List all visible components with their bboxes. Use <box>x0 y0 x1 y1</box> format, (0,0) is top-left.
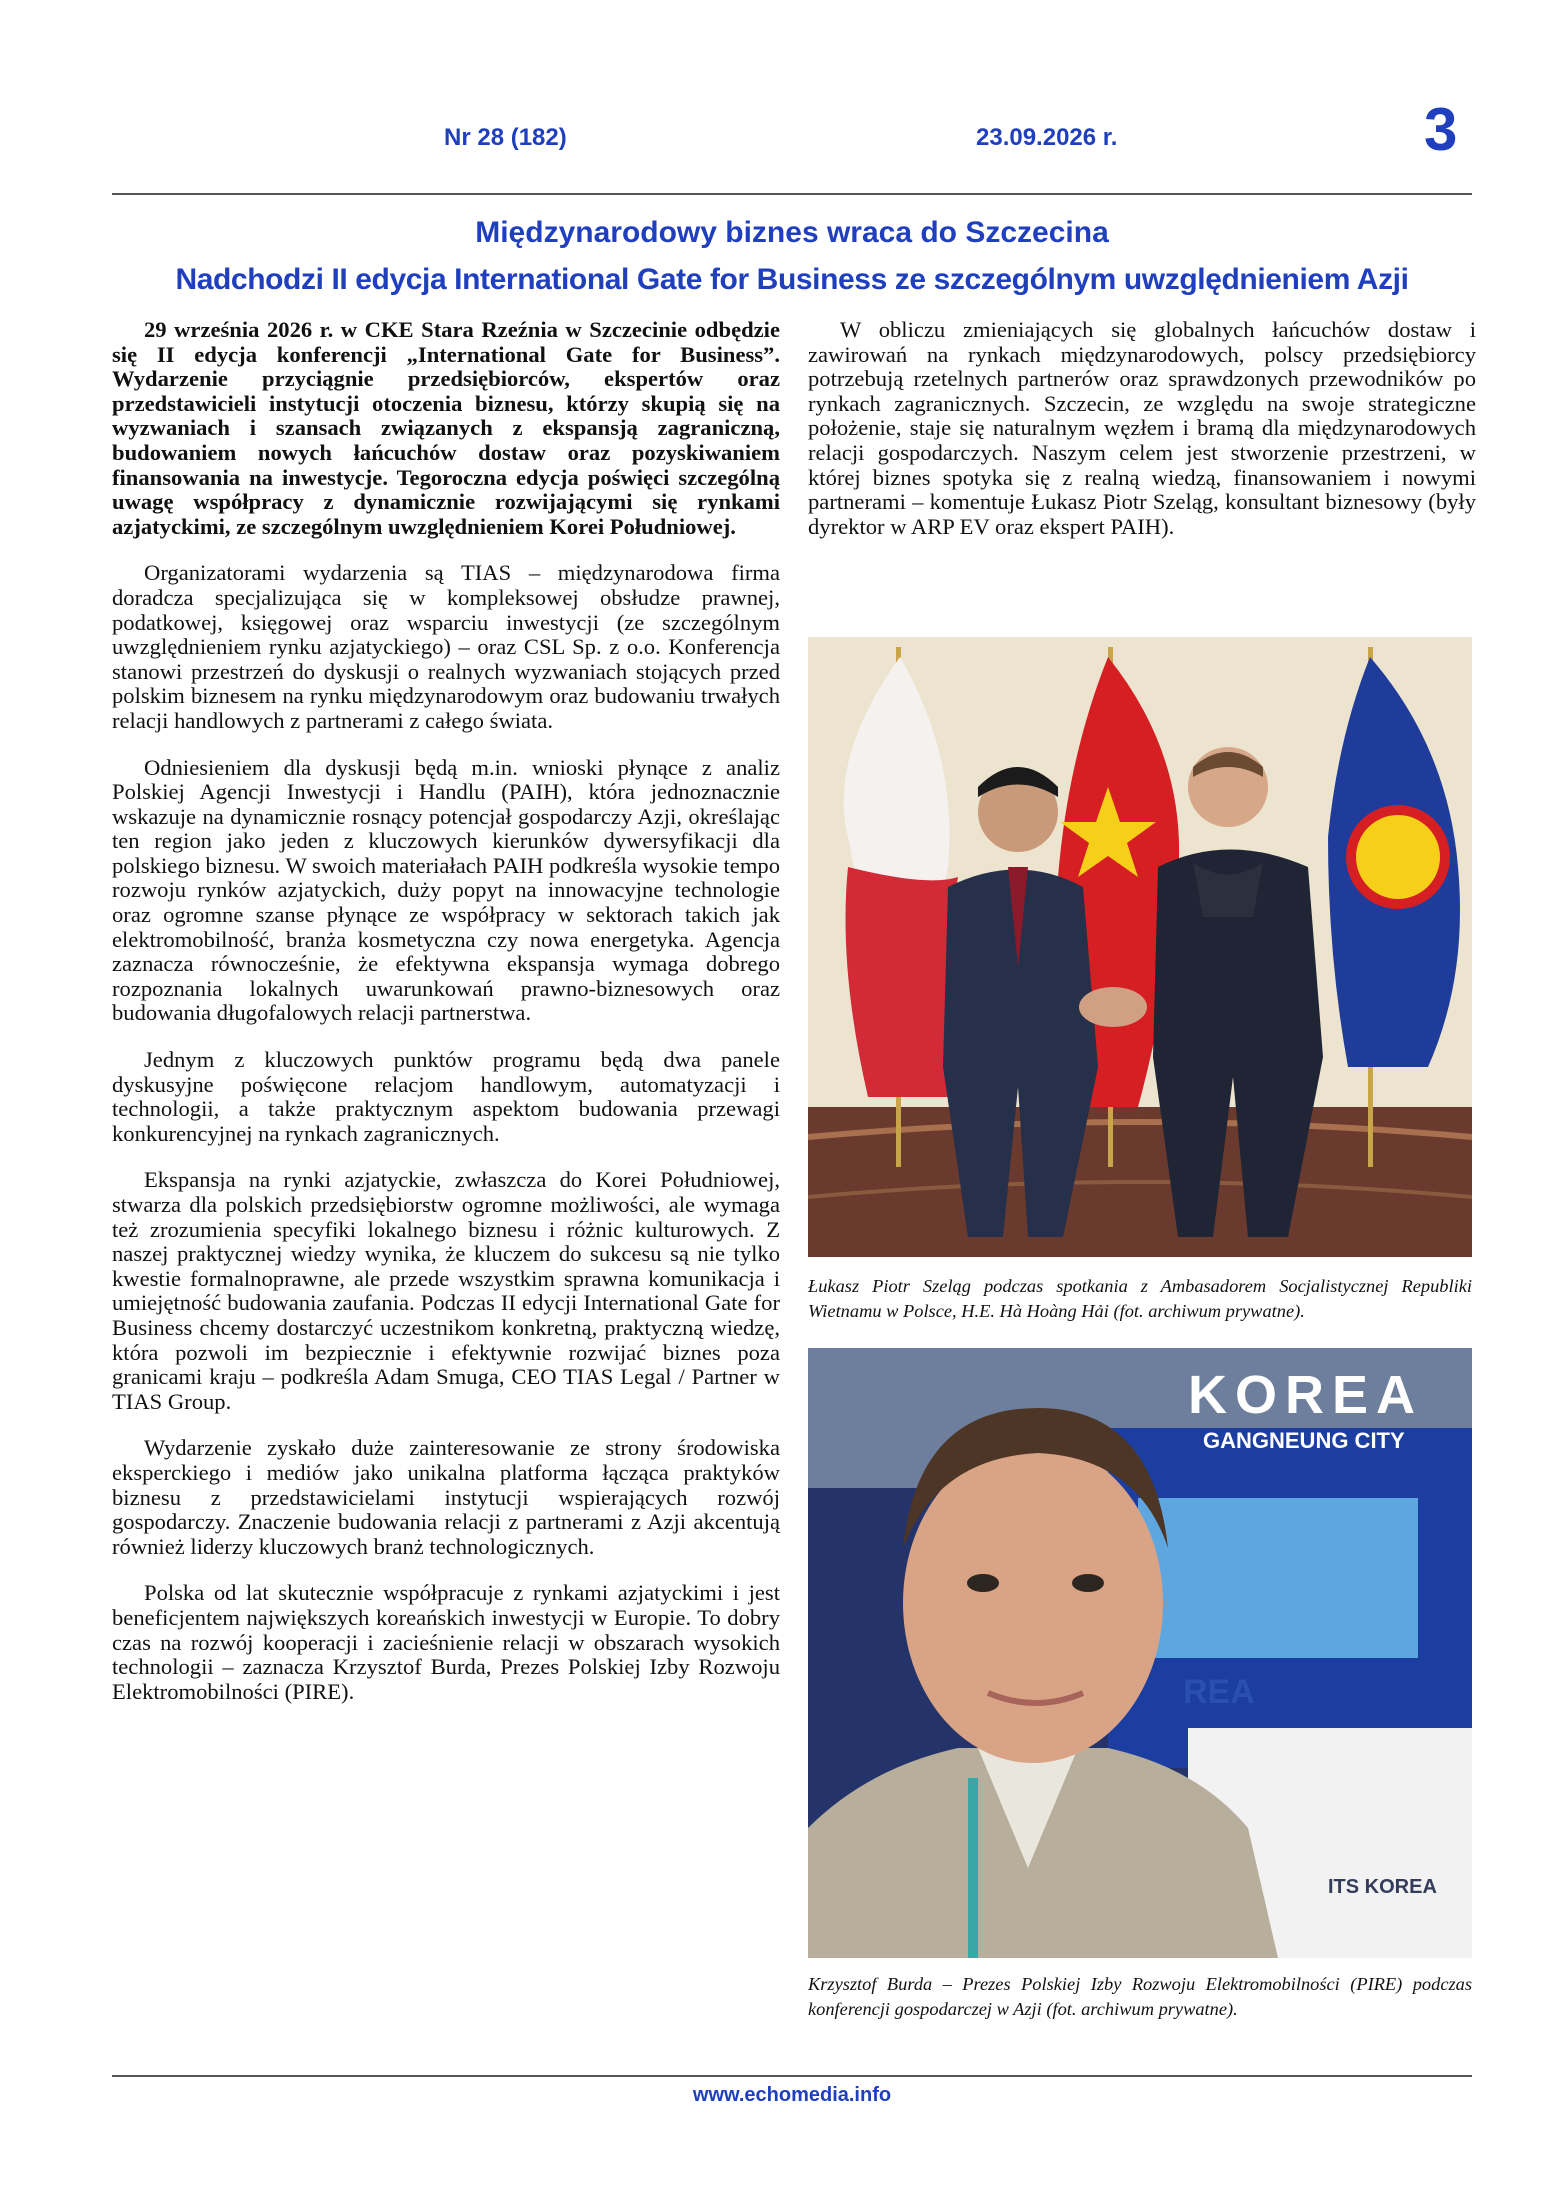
body-paragraph: Jednym z kluczowych punktów programu będą dwa panele dyskusyjne poświęcone relacjom handlowym, automatyzacji i technologii, a także praktycznym aspektom budowania przewagi konkurencyjnej na rynkach zagranicznych. <box>112 1047 780 1146</box>
footer-url[interactable]: www.echomedia.info <box>692 2084 892 2106</box>
body-paragraph: Ekspansja na rynki azjatyckie, zwłaszcza do Korei Południowej, stwarza dla polskich przedsiębiorstw ogromne możliwości, ale wymaga też zrozumienia specyfiki lokalnego biznesu i różnic kulturowych. Z naszej praktycznej wiedzy wynika, że kluczem do sukcesu są nie tylko kwestie formalnoprawne, ale przede wszystkim sprawna komunikacja i umiejętność budowania zaufania. Podczas II edycji International Gate for Business chcemy dostarczyć uczestnikom konkretną, praktyczną wiedzę, która pozwoli im bezpiecznie i efektywnie rozwijać biznes poza granicami kraju – podkreśla Adam Smuga, CEO TIAS Legal / Partner w TIAS Group. <box>112 1167 780 1414</box>
body-paragraph: W obliczu zmieniających się globalnych łańcuchów dostaw i zawirowań na rynkach międzynarodowych, polscy przedsiębiorcy potrzebują rzetelnych partnerów oraz sprawdzonych przewodników po rynkach zagranicznych. Szczecin, ze względu na swoje strategiczne położenie, staje się naturalnym węzłem i bramą dla międzynarodowych relacji gospodarczych. Naszym celem jest stworzenie przestrzeni, w której biznes spotyka się z realną wiedzą, finansowaniem i nowymi partnerami – komentuje Łukasz Piotr Szeląg, konsultant biznesowy (były dyrektor w ARP EV oraz ekspert PAIH). <box>808 317 1476 539</box>
booth-title: KOREA <box>1188 1365 1424 1425</box>
photo-caption: Krzysztof Burda – Prezes Polskiej Izby Rozwoju Elektromobilności (PIRE) podczas konferencji gospodarczej w Azji (fot. archiwum prywatne). <box>808 1974 1472 2019</box>
booth-logo: ITS KOREA <box>1328 1876 1437 1898</box>
issue-date: 23.09.2026 r. <box>976 124 1118 151</box>
photo-handshake <box>808 637 1472 1257</box>
right-column <box>808 318 1476 561</box>
body-paragraph: Odniesieniem dla dyskusji będą m.in. wnioski płynące z analiz Polskiej Agencji Inwestycji i Handlu (PAIH), która jednoznacznie wskazuje na dynamicznie rosnący potencjał gospodarczy Azji, określając ten region jako jeden z kluczowych kierunków dywersyfikacji dla polskiego biznesu. W swoich materiałach PAIH podkreśla wysokie tempo rozwoju rynków azjatyckich, duży popyt na innowacyjne technologie oraz ogromne szanse płynące ze współpracy w sektorach takich jak elektromobilność, branża kosmetyczna czy nowa energetyka. Agencja zaznacza równocześnie, że efektywna ekspansja wymaga dobrego rozpoznania lokalnych uwarunkowań prawno-biznesowych oraz budowania długofalowych relacji partnerstwa. <box>112 754 780 1026</box>
body-paragraph: Organizatorami wydarzenia są TIAS – międzynarodowa firma doradcza specjalizująca się w kompleksowej obsłudze prawnej, podatkowej, księgowej oraz wsparciu inwestycji (ze szczególnym uwzględnieniem rynku azjatyckiego) – oraz CSL Sp. z o.o. Konferencja stanowi przestrzeń do dyskusji o realnych wyzwaniach stojących przed polskim biznesem na rynku międzynarodowym oraz budowaniu trwałych relacji handlowych z partnerami z całego świata. <box>112 560 780 733</box>
booth-sign: REA <box>1183 1673 1255 1711</box>
article-title: Międzynarodowy biznes wraca do Szczecina <box>475 216 1109 249</box>
booth-subtitle: GANGNEUNG CITY <box>1203 1428 1405 1453</box>
photo-caption: Łukasz Piotr Szeląg podczas spotkania z Ambasadorem Socjalistycznej Republiki Wietnamu w Polsce, H.E. Hà Hoàng Hải (fot. archiwum prywatne). <box>808 1276 1472 1321</box>
selfie-photo-image <box>808 1348 1472 1958</box>
footer-rule <box>112 2075 1472 2077</box>
handshake-photo-image <box>808 637 1472 1257</box>
photo-selfie <box>808 1348 1472 1958</box>
issue-number: Nr 28 (182) <box>444 124 567 151</box>
lead-paragraph: 29 września 2026 r. w CKE Stara Rzeźnia w Szczecinie odbędzie się II edycja konferencji „International Gate for Business”. Wydarzenie przyciągnie przedsiębiorców, ekspertów oraz przedstawicieli instytucji otoczenia biznesu, którzy skupią się na wyzwaniach i szansach związanych z ekspansją zagraniczną, budowaniem nowych łańcuchów dostaw oraz pozyskiwaniem finansowania na inwestycje. Tegoroczna edycja poświęci szczególną uwagę współpracy z dynamicznie rozwijającymi się rynkami azjatyckimi, ze szczególnym uwzględnieniem Korei Południowej. <box>112 317 780 539</box>
body-paragraph: Polska od lat skutecznie współpracuje z rynkami azjatyckimi i jest beneficjentem największych koreańskich inwestycji w Europie. To dobry czas na rozwój kooperacji i zacieśnienie relacji w obszarach wysokich technologii – zaznacza Krzysztof Burda, Prezes Polskiej Izby Rozwoju Elektromobilności (PIRE). <box>112 1580 780 1704</box>
page-number: 3 <box>1424 96 1458 163</box>
article-subtitle: Nadchodzi II edycja International Gate for Business ze szczególnym uwzględnieniem Azji <box>175 263 1409 296</box>
header-rule <box>112 193 1472 195</box>
left-column <box>112 318 780 1726</box>
body-paragraph: Wydarzenie zyskało duże zainteresowanie ze strony środowiska eksperckiego i mediów jako unikalna platforma łącząca praktyków biznesu z przedstawicielami instytucji wspierających rozwój gospodarczy. Znaczenie budowania relacji z partnerami z Azji akcentują również liderzy kluczowych branż technologicznych. <box>112 1435 780 1559</box>
